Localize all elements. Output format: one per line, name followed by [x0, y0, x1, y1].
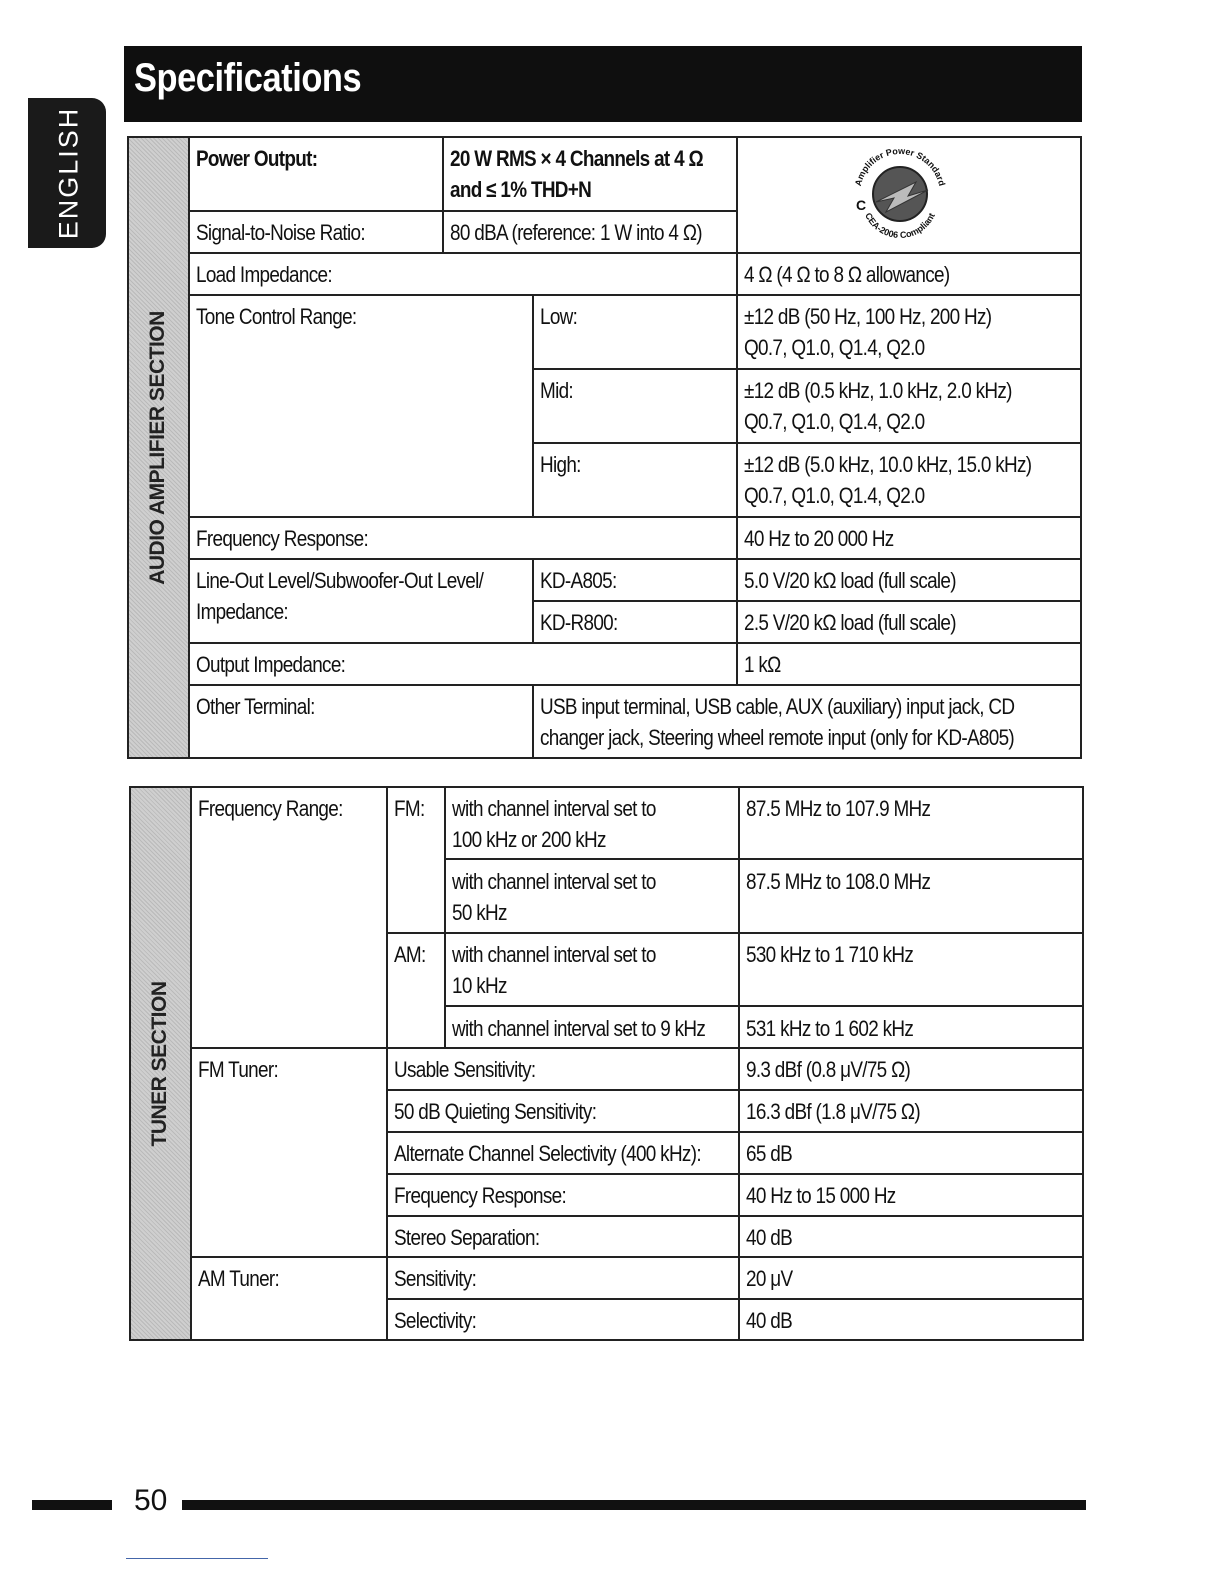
- tuner-section-label: TUNER SECTION: [148, 980, 171, 1147]
- am-selectivity-value: 40 dB: [746, 1308, 793, 1333]
- svg-text:C: C: [856, 197, 867, 213]
- load-impedance-value: 4 Ω (4 Ω to 8 Ω allowance): [744, 262, 950, 287]
- am-band-label: AM:: [394, 942, 426, 967]
- svg-text:CEA-2006 Compliant: CEA-2006 Compliant: [863, 211, 937, 241]
- am-tuner-label: AM Tuner:: [198, 1266, 280, 1291]
- tone-low-label: Low:: [540, 304, 578, 329]
- fm-frequency-response-value: 40 Hz to 15 000 Hz: [746, 1183, 896, 1208]
- fm-100khz-label: with channel interval set to 100 kHz or 200 kHz: [452, 796, 656, 852]
- alternate-channel-value: 65 dB: [746, 1141, 793, 1166]
- fm-100khz-value: 87.5 MHz to 107.9 MHz: [746, 796, 931, 821]
- lineout-kd-r800-value: 2.5 V/20 kΩ load (full scale): [744, 610, 956, 635]
- footer-rule-right: [182, 1500, 1086, 1510]
- am-10khz-value: 530 kHz to 1 710 kHz: [746, 942, 914, 967]
- am-selectivity-label: Selectivity:: [394, 1308, 477, 1333]
- page-number: 50: [134, 1484, 168, 1517]
- usable-sensitivity-label: Usable Sensitivity:: [394, 1057, 536, 1082]
- title-bar: [124, 46, 1082, 122]
- other-terminal-label: Other Terminal:: [196, 694, 315, 719]
- fm-50khz-value: 87.5 MHz to 108.0 MHz: [746, 869, 931, 894]
- frequency-response-label: Frequency Response:: [196, 526, 369, 551]
- audio-section-label: AUDIO AMPLIFIER SECTION: [146, 310, 169, 585]
- decorative-underline: [126, 1558, 268, 1559]
- power-output-value: 20 W RMS × 4 Channels at 4 Ω and ≤ 1% THD+N: [450, 146, 703, 202]
- fm-band-label: FM:: [394, 796, 425, 821]
- stereo-separation-label: Stereo Separation:: [394, 1225, 540, 1250]
- tone-high-label: High:: [540, 452, 581, 477]
- frequency-range-label: Frequency Range:: [198, 796, 343, 821]
- tuner-section-strip: [130, 787, 190, 1340]
- language-label: ENGLISH: [53, 106, 84, 240]
- frequency-response-value: 40 Hz to 20 000 Hz: [744, 526, 894, 551]
- tone-control-label: Tone Control Range:: [196, 304, 357, 329]
- lineout-kd-r800-label: KD-R800:: [540, 610, 618, 635]
- lineout-label: Line-Out Level/Subwoofer-Out Level/ Impedance:: [196, 568, 484, 624]
- page-title: Specifications: [134, 56, 362, 100]
- footer-rule-left: [32, 1500, 112, 1510]
- lineout-kd-a805-label: KD-A805:: [540, 568, 617, 593]
- fm-tuner-label: FM Tuner:: [198, 1057, 279, 1082]
- power-output-label: Power Output:: [196, 146, 318, 171]
- snr-value: 80 dBA (reference: 1 W into 4 Ω): [450, 220, 702, 245]
- audio-section-strip: [128, 137, 188, 758]
- am-sensitivity-value: 20 μV: [746, 1266, 793, 1291]
- tone-low-value: ±12 dB (50 Hz, 100 Hz, 200 Hz) Q0.7, Q1.0, Q1.4, Q2.0: [744, 304, 992, 360]
- cea-2006-compliant-logo: [846, 140, 954, 248]
- am-10khz-label: with channel interval set to 10 kHz: [452, 942, 656, 998]
- tone-mid-value: ±12 dB (0.5 kHz, 1.0 kHz, 2.0 kHz) Q0.7, Q1.0, Q1.4, Q2.0: [744, 378, 1012, 434]
- snr-label: Signal-to-Noise Ratio:: [196, 220, 365, 245]
- output-impedance-value: 1 kΩ: [744, 652, 781, 677]
- fm-frequency-response-label: Frequency Response:: [394, 1183, 567, 1208]
- usable-sensitivity-value: 9.3 dBf (0.8 μV/75 Ω): [746, 1057, 911, 1082]
- alternate-channel-label: Alternate Channel Selectivity (400 kHz):: [394, 1141, 701, 1166]
- load-impedance-label: Load Impedance:: [196, 262, 332, 287]
- am-sensitivity-label: Sensitivity:: [394, 1266, 477, 1291]
- quieting-sensitivity-value: 16.3 dBf (1.8 μV/75 Ω): [746, 1099, 920, 1124]
- am-9khz-value: 531 kHz to 1 602 kHz: [746, 1016, 914, 1041]
- fm-50khz-label: with channel interval set to 50 kHz: [452, 869, 656, 925]
- stereo-separation-value: 40 dB: [746, 1225, 793, 1250]
- other-terminal-value: USB input terminal, USB cable, AUX (auxiliary) input jack, CD changer jack, Steering wheel remote input (only for KD-A805): [540, 694, 1015, 750]
- lineout-kd-a805-value: 5.0 V/20 kΩ load (full scale): [744, 568, 956, 593]
- tone-mid-label: Mid:: [540, 378, 574, 403]
- language-tab: [28, 98, 106, 248]
- tone-high-value: ±12 dB (5.0 kHz, 10.0 kHz, 15.0 kHz) Q0.7, Q1.0, Q1.4, Q2.0: [744, 452, 1032, 508]
- output-impedance-label: Output Impedance:: [196, 652, 346, 677]
- quieting-sensitivity-label: 50 dB Quieting Sensitivity:: [394, 1099, 597, 1124]
- am-9khz-label: with channel interval set to 9 kHz: [452, 1016, 706, 1041]
- svg-text:Amplifier Power Standard: Amplifier Power Standard: [852, 145, 948, 187]
